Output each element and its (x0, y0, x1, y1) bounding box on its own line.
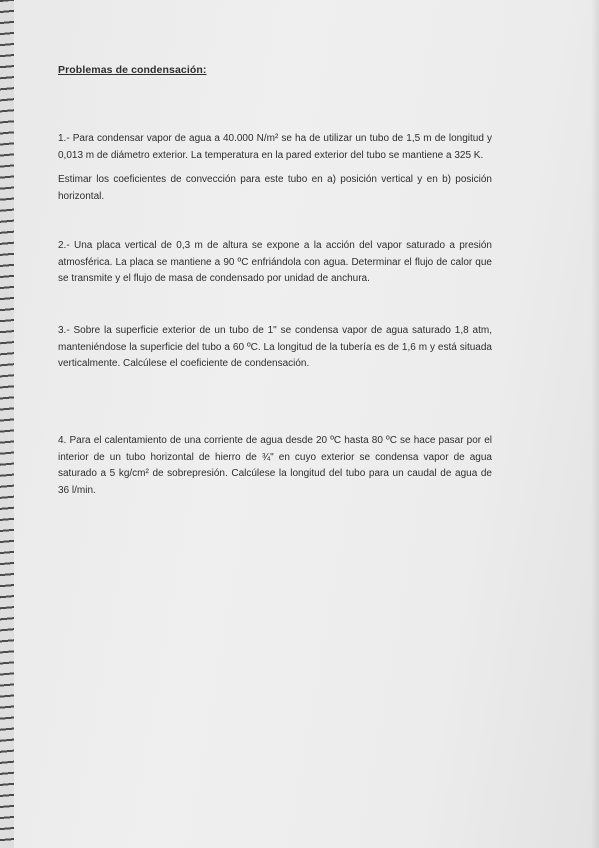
problem-4-statement (58, 433, 492, 499)
problem-3-paragraph: 3.- Sobre la superficie exterior de un tubo de 1" se condensa vapor de agua saturado 1,8 atm, manteniéndose la superficie del tubo a 60 ºC. La longitud de la tubería es de 1,6 m y está situada verticalmente. Calcúlese el coeficiente de condensación. (58, 325, 492, 369)
problem-1-paragraph: 1.- Para condensar vapor de agua a 40.000 N/m² se ha de utilizar un tubo de 1,5 m de longitud y 0,013 m de diámetro exterior. La temperatura en la pared exterior del tubo se mantiene a 325 K. (58, 133, 492, 161)
problem-3-statement (58, 323, 492, 373)
spiral-binding (0, 0, 14, 848)
problem-2-statement (58, 238, 492, 288)
problem-1-question (58, 172, 492, 205)
problem-1-statement (58, 131, 492, 164)
problem-1-question-paragraph: Estimar los coeficientes de convección para este tubo en a) posición vertical y en b) posición horizontal. (58, 174, 492, 202)
problem-2-paragraph: 2.- Una placa vertical de 0,3 m de altura se expone a la acción del vapor saturado a presión atmosférica. La placa se mantiene a 90 ºC enfriándola con agua. Determinar el flujo de calor que se transmite y el flujo de masa de condensado por unidad de anchura. (58, 240, 492, 284)
problem-4-paragraph: 4. Para el calentamiento de una corriente de agua desde 20 ºC hasta 80 ºC se hace pasar por el interior de un tubo horizontal de hierro de ¾" en cuyo exterior se condensa vapor de agua saturado a 5 kg/cm² de sobrepresión. Calcúlese la longitud del tubo para un caudal de agua de 36 l/min. (58, 435, 492, 496)
page-edge-shadow (591, 0, 599, 848)
page-title: Problemas de condensación: (58, 64, 207, 76)
